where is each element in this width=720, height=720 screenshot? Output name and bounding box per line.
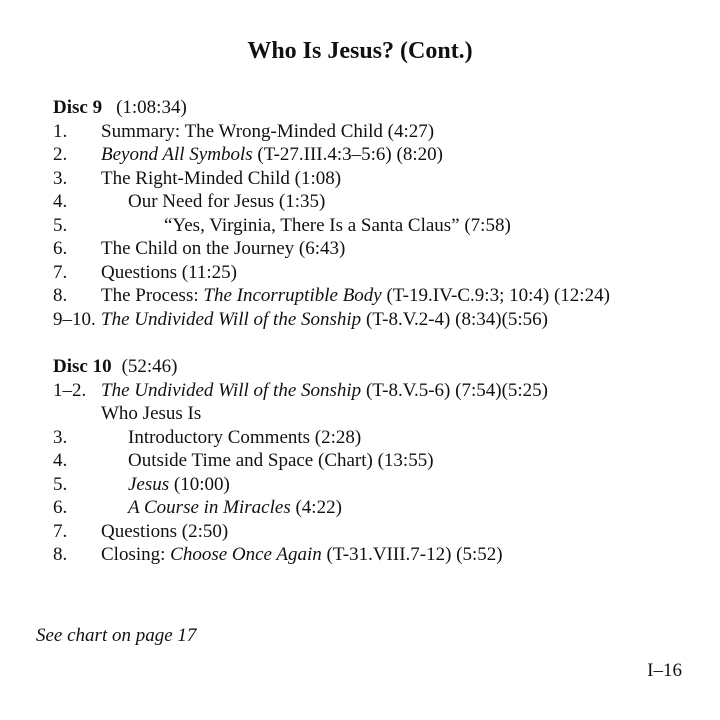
track-text: Who Jesus Is [101, 403, 202, 424]
track-item [53, 496, 548, 520]
track-text: Questions (2:50) [101, 520, 229, 542]
track-item [53, 308, 610, 332]
page-title: Who Is Jesus? (Cont.) [247, 38, 473, 64]
track-item [53, 214, 610, 238]
track-item [53, 143, 610, 167]
track-item [53, 543, 548, 567]
track-number: 1–2. [53, 379, 87, 401]
track-number: 4. [53, 450, 68, 471]
track-text: A Course in Miracles (4:22) [128, 497, 342, 518]
track-number: 6. [53, 497, 68, 518]
track-number: 3. [53, 426, 68, 448]
track-text: Our Need for Jesus (1:35) [128, 191, 326, 212]
track-text: Jesus (10:00) [128, 473, 230, 495]
track-number: 7. [53, 261, 68, 283]
track-text: The Child on the Journey (6:43) [101, 238, 346, 259]
track-item [53, 379, 548, 403]
disc-header [53, 355, 548, 379]
track-item [53, 120, 610, 144]
track-number [53, 402, 101, 426]
track-item [53, 284, 610, 308]
track-text: Introductory Comments (2:28) [128, 426, 362, 448]
disc-duration: (52:46) [121, 356, 178, 377]
track-number: 8. [53, 544, 68, 565]
track-text: Summary: The Wrong-Minded Child (4:27) [101, 120, 435, 142]
section-subheading [53, 402, 548, 426]
track-text: “Yes, Virginia, There Is a Santa Claus” (7:58) [164, 214, 511, 236]
track-text: The Undivided Will of the Sonship (T-8.V.5-6) (7:54)(5:25) [101, 379, 548, 401]
track-number: 8. [53, 285, 68, 306]
track-number: 9–10. [53, 308, 96, 330]
disc-name: Disc 9 [53, 97, 103, 118]
track-item [53, 167, 610, 191]
track-item [53, 261, 610, 285]
disc-9-section [53, 96, 610, 331]
track-item [53, 520, 548, 544]
track-item [53, 473, 548, 497]
disc-duration: (1:08:34) [116, 97, 187, 118]
track-number: 4. [53, 191, 68, 212]
track-text: The Right-Minded Child (1:08) [101, 167, 342, 189]
track-item [53, 449, 548, 473]
track-number: 6. [53, 238, 68, 259]
track-text: Outside Time and Space (Chart) (13:55) [128, 450, 434, 471]
disc-10-section [53, 355, 548, 567]
track-number: 2. [53, 144, 68, 165]
chart-reference-note: See chart on page 17 [36, 625, 197, 646]
track-text: The Undivided Will of the Sonship (T-8.V.2-4) (8:34)(5:56) [101, 308, 548, 330]
track-text: Closing: Choose Once Again (T-31.VIII.7-12) (5:52) [101, 544, 503, 565]
track-item [53, 190, 610, 214]
track-number: 5. [53, 473, 68, 495]
track-number: 7. [53, 520, 68, 542]
track-item [53, 426, 548, 450]
track-number: 3. [53, 167, 68, 189]
disc-name: Disc 10 [53, 356, 112, 377]
disc-header [53, 96, 610, 120]
track-text: The Process: The Incorruptible Body (T-19.IV-C.9:3; 10:4) (12:24) [101, 285, 610, 306]
track-text: Questions (11:25) [101, 261, 237, 283]
track-item [53, 237, 610, 261]
track-number: 1. [53, 120, 68, 142]
page-number: I–16 [647, 660, 682, 681]
track-number: 5. [53, 214, 68, 236]
track-text: Beyond All Symbols (T-27.III.4:3–5:6) (8:20) [101, 144, 443, 165]
